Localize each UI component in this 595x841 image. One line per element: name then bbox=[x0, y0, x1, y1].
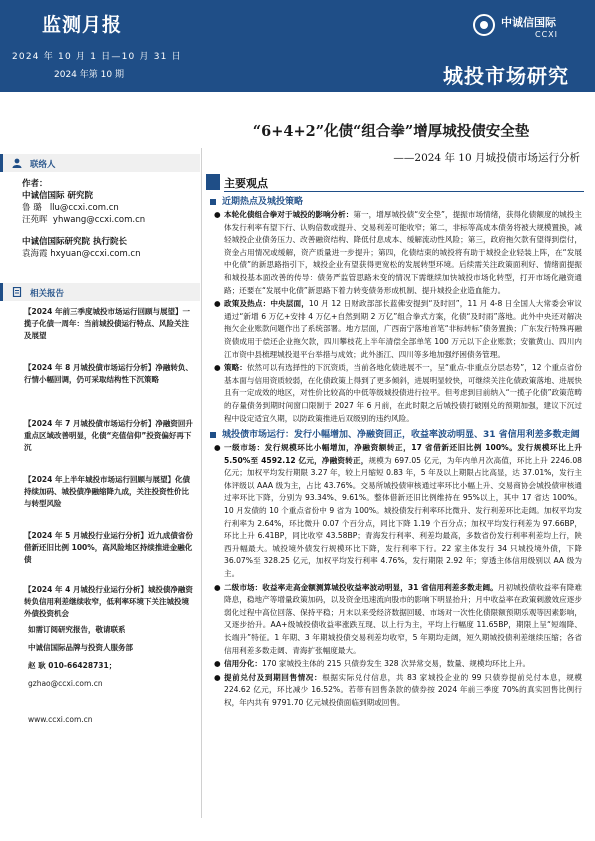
issue-number: 2024 年第 10 期 bbox=[54, 70, 124, 80]
director-contact[interactable]: 袁海霞 hxyuan@ccxi.com.cn bbox=[22, 249, 141, 259]
key-points-rule bbox=[224, 191, 584, 192]
bullet-item bbox=[210, 362, 582, 425]
related-report[interactable]: 【2024 年 5 月城投行业运行分析】近九成债省份借新还旧比例 100%，高风险地区持续推进金融化债 bbox=[24, 531, 193, 564]
bullet-item bbox=[210, 672, 582, 710]
ccxi-logo bbox=[473, 12, 581, 44]
section-heading bbox=[210, 429, 582, 441]
director-org: 中诚信国际研究院 执行院长 bbox=[22, 237, 127, 247]
bullet-dot-icon: ● bbox=[214, 443, 221, 453]
key-points-tab bbox=[206, 174, 220, 190]
bullet-item bbox=[210, 209, 582, 297]
logo-text-en: CCXI bbox=[535, 30, 559, 39]
key-points-header bbox=[206, 172, 581, 192]
bullet-dot-icon: ● bbox=[214, 210, 221, 219]
author-email[interactable]: llu@ccxi.com.cn bbox=[49, 203, 119, 213]
report-header bbox=[0, 0, 595, 92]
logo-mark-icon bbox=[473, 14, 495, 36]
main-title: “6+4+2”化债“组合拳”增厚城投债安全垫 bbox=[252, 123, 530, 140]
section-heading-text: 近期热点及城投策略 bbox=[222, 197, 304, 207]
section-heading-text: 城投债市场运行：发行小幅增加、净融资回正，收益率波动明显、31 省信用利差多数走阔 bbox=[222, 430, 580, 441]
contact-phone: 赵 耿 010-66428731； bbox=[28, 661, 117, 670]
bullet-text bbox=[224, 362, 582, 425]
bullet-dot-icon: ● bbox=[214, 672, 221, 682]
bullet-item bbox=[210, 658, 582, 671]
bullet-dot-icon: ● bbox=[214, 299, 221, 309]
contact-label: 联络人 bbox=[30, 160, 56, 170]
bullet-bold: 政策及热点：中央层面， bbox=[224, 299, 309, 309]
author-org: 中诚信国际 研究院 bbox=[22, 191, 93, 201]
author-email[interactable]: yhwang@ccxi.com.cn bbox=[52, 215, 146, 225]
contact-header bbox=[0, 154, 200, 172]
bullet-text bbox=[224, 658, 582, 671]
square-bullet-icon bbox=[210, 199, 216, 205]
bullet-text bbox=[224, 582, 582, 658]
authors-label: 作者： bbox=[22, 179, 48, 189]
section-title: 城投市场研究 bbox=[443, 64, 569, 88]
related-label: 相关报告 bbox=[30, 289, 65, 299]
bullet-text bbox=[224, 298, 582, 361]
bullet-bold: 提前兑付及到期回售情况： bbox=[224, 672, 323, 682]
bullet-body: 根据实际兑付信息，共 83 家城投企业的 99 只债券提前兑付本息，规模 224.62 亿元，环比减少 16.52%。若带有回售条款的债券按 2024 年前三季度 70%的真实回售比例行权，年内共有 9791.70 亿元城投债面临到期或回售。 bbox=[224, 672, 583, 707]
bullet-body: 规模为 697.05 亿元，为年内单月次高值，环比上升 2246.08 亿元；加权平均发行期限 3.27 年，较上月缩短 0.83 年，5 年及以上期限占比高显，达 37.01%，发行主体评级以 AAA 级为主，占比 43.76%。交易所城投债审核通过率环比小幅上升、交易商协会城投债审核通过率环比下降，分别为 93.34%、9.61%。整体借新还旧比例维持在 95%以上，其中 17 省达 100%。10 月发债的 10 个重点省份中 9 省为 100%。城投债发行利率环比微升、发行利差环比走阔。加权平均发行利率为 2.64%，环比微升 0.07 个百分点，同比下降 1.19 个百分点；加权平均发行利差为 97.66BP，环比上升 6.41BP，同比收窄 43.58BP；青海发行利率、利差均最高，多数省份发行利率利差均上行，陕西升幅最大。城投境外债发行规模环比下降，发行利率下行。22 家主体发行 34 只城投境外债，下降 36.07%至 328.25 亿元，加权平均发行利率 4.76%，发行期限 2.92 年；穿透主体信用级别以 AA 级为主。 bbox=[224, 455, 582, 579]
bullet-dot-icon: ● bbox=[214, 659, 221, 669]
related-report[interactable]: 【2024 年 4 月城投行业运行分析】城投债净融资转负信用利差继续收窄，低利率环境下关注城投境外债投资机会 bbox=[24, 585, 193, 618]
subscribe-block bbox=[28, 624, 133, 726]
website-link[interactable]: www.ccxi.com.cn bbox=[28, 715, 93, 724]
bullet-dot-icon: ● bbox=[214, 363, 221, 373]
authors-block bbox=[22, 178, 145, 260]
related-header bbox=[0, 283, 200, 301]
bullet-bold: 信用分化： bbox=[224, 659, 262, 669]
subscribe-text: 如需订阅研究报告，敬请联系 bbox=[28, 625, 126, 634]
document-icon bbox=[12, 287, 22, 297]
bullet-body: 月初城投债收益率有降难降息，稳地产等增量政策加码，以及资金迅速流向股市的影响下明显抬升；月中收益率在政策刺激效应逐步弱化过程中高位回落、保持平稳；月末以来受经济数据回暖、市场对一次性化债限额预期乐观等因素影响，又逐步抬升。AA+级城投债收益率涨跌互现、以上行为主，平均上行幅度 11.65BP，期限上呈“短端降、长端升”特征。1 年期、3 年期城投债交易利差均收窄，5 年期均走阔，短久期城投债利差继续压缩；各省信用利差多数走阔、青海扩张幅度最大。 bbox=[224, 582, 582, 655]
related-report[interactable]: 【2024 年上半年城投市场运行回顾与展望】化债持续加码、城投债净融缩降九成，关注投资性价比与转型风险 bbox=[24, 475, 190, 508]
related-report[interactable]: 【2024 年 8 月城投债市场运行分析】净融转负、行情小幅回调，仍可采取结构性下沉策略 bbox=[24, 363, 193, 384]
bullet-text bbox=[224, 672, 582, 710]
key-points-body bbox=[210, 196, 582, 710]
bullet-dot-icon: ● bbox=[214, 582, 221, 592]
bullet-item bbox=[210, 582, 582, 658]
person-icon bbox=[12, 158, 22, 168]
bullet-item bbox=[210, 298, 582, 361]
service-dept: 中诚信国际品牌与投资人服务部 bbox=[28, 643, 133, 652]
author-name: 鲁 璐 bbox=[22, 203, 42, 213]
bullet-bold: 本轮化债组合拳对于城投的影响分析： bbox=[224, 210, 354, 219]
header-left bbox=[6, 10, 206, 80]
bullet-body: 第一，增厚城投债“安全垫”，提振市场情绪，获得化债额度的城投主体发行利率有望下行、认购倍数或提升、交易利差可能收窄；第二，非标等高成本债务将被大规模置换，减轻城投企业债务压力、改善融资结构、降低付息成本、缓解流动性风险；第三，政府拖欠款有望得到偿付，资金占用情况或缓解，资产质量进一步提升；第四，化债结束的城投将有助于城投企业轻装上阵，在“发展中化债”的新思路指引下，城投企业有望获得更宽松的发展转型环境。后续需关注政策面利好、情绪面提振和城投基本面改善的传导：债务严监管思路未变的情况下需继续加快城投市场化转型，打开市场化融资通路；还要在“发展中化债”新思路下着力转变债务形成机制、提升城投企业造血能力。 bbox=[224, 210, 582, 295]
section-heading bbox=[210, 196, 582, 208]
contact-email[interactable]: gzhao@ccxi.com.cn bbox=[28, 679, 103, 688]
author-name: 汪苑晖 bbox=[22, 215, 48, 225]
bullet-text bbox=[224, 209, 582, 297]
related-report[interactable]: 【2024 年前三季度城投市场运行回顾与展望】一揽子化债一周年：当前城投债运行特点、风险关注及展望 bbox=[24, 307, 190, 340]
logo-text-cn: 中诚信国际 bbox=[501, 16, 556, 29]
bullet-body: 10 月 12 日财政部部长蓝佛安提到“及时回”，11 月 4-8 日全国人大常委会审议通过“新增 6 万亿+安排 4 万亿+自然到期 2 万亿”组合拳式方案，化债“及时雨”落地。此外中央还对解决拖欠企业账款问题作出了系统部署。地方层面，广西南宁落地首笔“非标转标”债务置换；广东发行特殊再融资债成用于偿还企业拖欠款，四川攀枝花上半年清偿全部单笔 100 万元以下企业账款；安徽黄山、四川内江市资中县梳理城投退平台举措与成效；此外浙江、四川等多地加强纾困债务管理。 bbox=[224, 299, 582, 359]
bullet-bold: 策略： bbox=[224, 363, 247, 373]
bullet-body: 依然可以有选择性的下沉资质，当前各地化债进展不一，呈“重点-非重点分层态势”，12 个重点省份基本面与信用资质较弱，在化债政策上得到了更多倾斜，进展明显较快，可继续关注化债政策落地、进展快且有一定成效的地区，对性价比较高的中低等级城投债进行拉平。但考虑到目前纳入“一揽子化债”政策范畴的存量债务到期时间窗口限制于 2027 年 6 月前，在此时限之后城投债打破刚兑的预期加强，建议下沉过程中设定适宜久期，以防政策推进后双级别的违约风险。 bbox=[224, 363, 582, 423]
column-divider bbox=[201, 148, 202, 818]
related-report[interactable]: 【2024 年 7 月城投债市场运行分析】净融资回升重点区域改善明显，化债“充值信仰”投资偏好再下沉 bbox=[24, 419, 193, 452]
report-name: 监测月报 bbox=[42, 14, 123, 36]
date-range: 2024 年 10 月 1 日—10 月 31 日 bbox=[12, 52, 182, 62]
key-points-label: 主要观点 bbox=[224, 177, 268, 190]
bullet-bold: 一级市场：发行规模环比小幅增加，净融资额转正，17 省借新还旧比例 100%。发行规模环比上升 5.50%至 4592.12 亿元，净融资转正， bbox=[224, 443, 582, 465]
bullet-text bbox=[224, 442, 582, 581]
square-bullet-icon bbox=[210, 432, 216, 438]
bullet-body: 170 家城投主体的 215 只债券发生 328 次异常交易，数量、规模均环比上升。 bbox=[261, 659, 531, 669]
author-row bbox=[22, 214, 145, 226]
bullet-bold: 二级市场：收益率走高金额测算城投收益率波动明显，31 省信用利差多数走阔。 bbox=[224, 582, 498, 592]
author-row bbox=[22, 202, 145, 214]
sub-title: ——2024 年 10 月城投债市场运行分析 bbox=[393, 152, 580, 164]
bullet-item bbox=[210, 442, 582, 581]
